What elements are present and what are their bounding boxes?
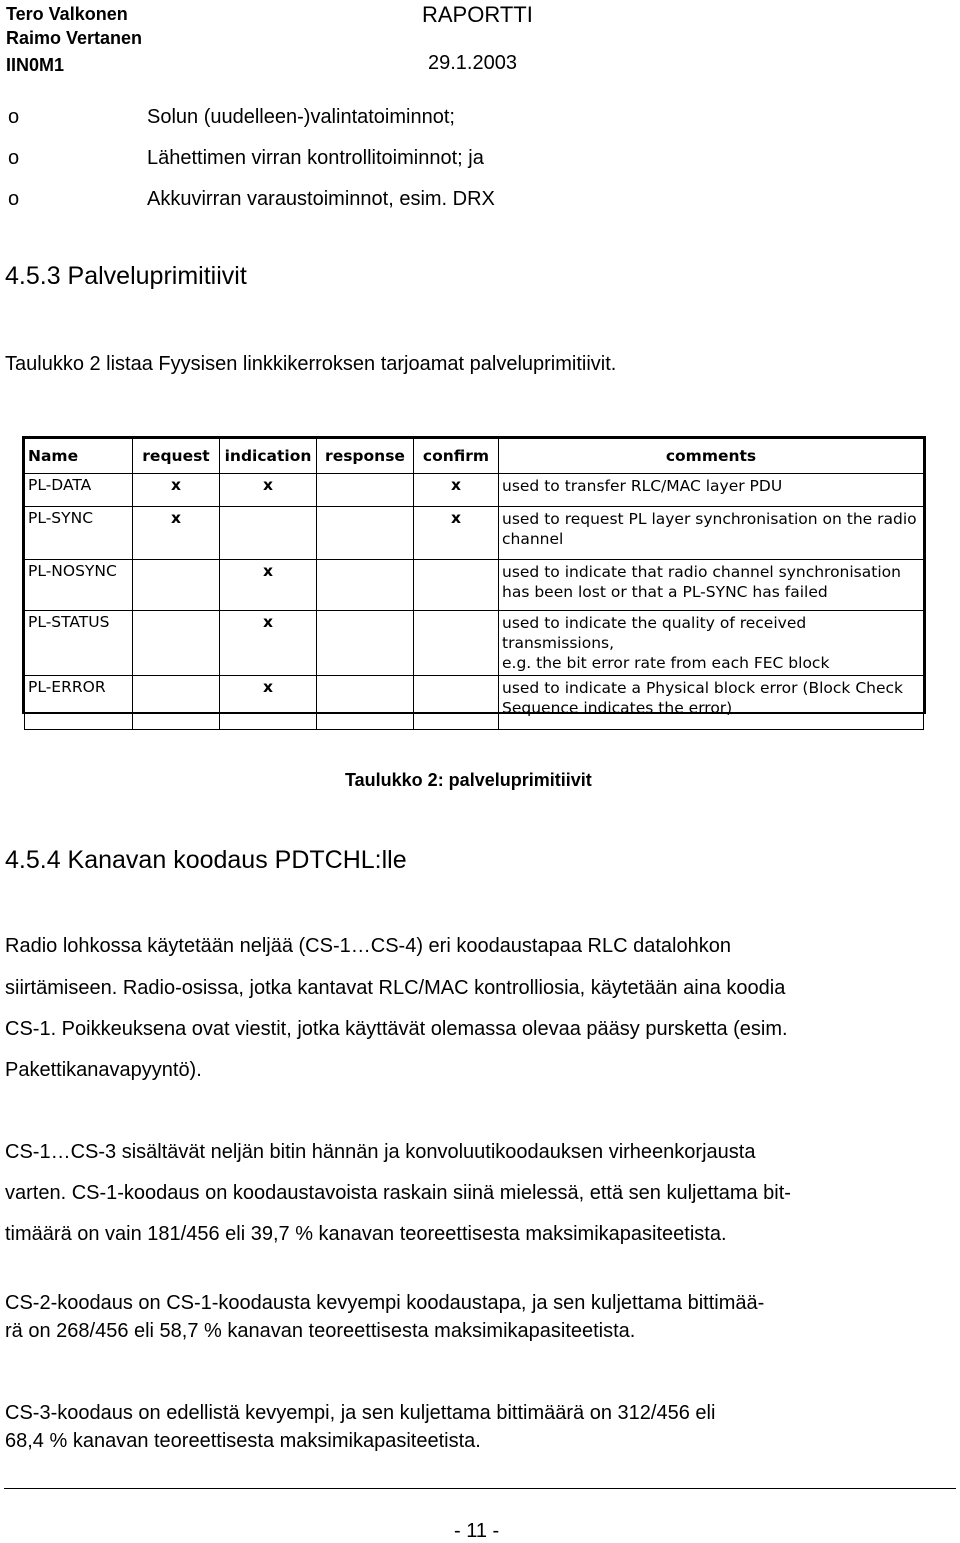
cell-confirm — [414, 676, 499, 730]
primitives-table — [22, 436, 926, 717]
header-name: Name — [25, 439, 133, 474]
comment-line: used to indicate the quality of received transmissions, — [502, 614, 807, 652]
cell-confirm — [414, 560, 499, 611]
document-type: RAPORTTI — [422, 2, 533, 27]
table-row — [25, 507, 924, 560]
header-response: response — [317, 439, 414, 474]
cell-request — [133, 676, 220, 730]
comment-line: Sequence indicates the error) — [502, 699, 733, 717]
header-comments: comments — [499, 439, 924, 474]
table-row — [25, 676, 924, 730]
paragraph-line: CS-1…CS-3 sisältävät neljän bitin hännän ja konvoluutikoodauksen virheenkorjausta — [5, 1141, 756, 1163]
cell-name: PL-STATUS — [25, 611, 133, 676]
comment-line: e.g. the bit error rate from each FEC block — [502, 654, 830, 672]
cell-response — [317, 474, 414, 507]
footer-divider — [4, 1488, 956, 1489]
list-item — [8, 188, 495, 211]
header-request: request — [133, 439, 220, 474]
section-intro: Taulukko 2 listaa Fyysisen linkkikerroksen tarjoamat palveluprimitiivit. — [5, 353, 617, 375]
cell-response — [317, 507, 414, 560]
paragraph-line: siirtämiseen. Radio-osissa, jotka kantavat RLC/MAC kontrolliosia, käytetään aina koodia — [5, 977, 786, 999]
cell-name: PL-SYNC — [25, 507, 133, 560]
comment-line: has been lost or that a PL-SYNC has failed — [502, 583, 828, 601]
paragraph-line: rä on 268/456 eli 58,7 % kanavan teoreettisesta maksimikapasiteetista. — [5, 1320, 636, 1342]
cell-indication: x — [220, 560, 317, 611]
list-item — [8, 106, 455, 129]
header-confirm: confirm — [414, 439, 499, 474]
section-heading-4-5-3: 4.5.3 Palveluprimitiivit — [5, 262, 247, 290]
list-item — [8, 147, 484, 170]
bullet-mark: o — [8, 147, 20, 169]
paragraph-line: CS-1. Poikkeuksena ovat viestit, jotka käyttävät olemassa olevaa pääsy pursketta (esim. — [5, 1018, 788, 1040]
cell-response — [317, 560, 414, 611]
page-number: - 11 - — [454, 1520, 500, 1542]
cell-comments — [499, 676, 924, 730]
cell-comments — [499, 474, 924, 507]
paragraph-line: timäärä on vain 181/456 eli 39,7 % kanavan teoreettisesta maksimikapasiteetista. — [5, 1223, 727, 1245]
author-1: Tero Valkonen — [6, 4, 128, 24]
table-row — [25, 560, 924, 611]
paragraph-line: CS-3-koodaus on edellistä kevyempi, ja sen kuljettama bittimäärä on 312/456 eli — [5, 1402, 716, 1424]
header-indication: indication — [220, 439, 317, 474]
bullet-mark: o — [8, 106, 20, 128]
paragraph-line: Pakettikanavapyyntö). — [5, 1059, 202, 1081]
table-row — [25, 611, 924, 676]
list-item-text: Akkuvirran varaustoiminnot, esim. DRX — [147, 188, 495, 210]
cell-request: x — [133, 474, 220, 507]
cell-indication: x — [220, 611, 317, 676]
paragraph-line: varten. CS-1-koodaus on koodaustavoista raskain siinä mielessä, että sen kuljettama bit- — [5, 1182, 791, 1204]
list-item-text: Lähettimen virran kontrollitoiminnot; ja — [147, 147, 484, 169]
paragraph-line: Radio lohkossa käytetään neljää (CS-1…CS-4) eri koodaustapaa RLC datalohkon — [5, 935, 731, 957]
cell-confirm — [414, 611, 499, 676]
comment-line: used to indicate that radio channel synchronisation — [502, 563, 901, 581]
cell-indication: x — [220, 676, 317, 730]
section-heading-4-5-4: 4.5.4 Kanavan koodaus PDTCHL:lle — [5, 846, 407, 874]
cell-comments — [499, 611, 924, 676]
cell-request: x — [133, 507, 220, 560]
author-2: Raimo Vertanen — [6, 28, 143, 48]
cell-response — [317, 611, 414, 676]
table-row — [25, 474, 924, 507]
cell-name: PL-NOSYNC — [25, 560, 133, 611]
cell-request — [133, 560, 220, 611]
cell-response — [317, 676, 414, 730]
table-caption: Taulukko 2: palveluprimitiivit — [345, 770, 592, 790]
paragraph-line: CS-2-koodaus on CS-1-koodausta kevyempi koodaustapa, ja sen kuljettama bittimää- — [5, 1292, 765, 1314]
comment-line: used to indicate a Physical block error (Block Check — [502, 679, 904, 697]
cell-indication — [220, 507, 317, 560]
cell-name: PL-ERROR — [25, 676, 133, 730]
table-header-row — [25, 439, 924, 474]
cell-comments — [499, 560, 924, 611]
list-item-text: Solun (uudelleen-)valintatoiminnot; — [147, 106, 455, 128]
document-date: 29.1.2003 — [428, 52, 517, 74]
cell-indication: x — [220, 474, 317, 507]
comment-line: channel — [502, 530, 564, 548]
cell-comments — [499, 507, 924, 560]
comment-line: used to request PL layer synchronisation on the radio — [502, 510, 917, 528]
cell-confirm: x — [414, 474, 499, 507]
cell-confirm: x — [414, 507, 499, 560]
comment-line: used to transfer RLC/MAC layer PDU — [502, 477, 783, 495]
cell-request — [133, 611, 220, 676]
bullet-mark: o — [8, 188, 20, 210]
paragraph-line: 68,4 % kanavan teoreettisesta maksimikapasiteetista. — [5, 1430, 481, 1452]
course-code: IIN0M1 — [6, 55, 65, 75]
cell-name: PL-DATA — [25, 474, 133, 507]
